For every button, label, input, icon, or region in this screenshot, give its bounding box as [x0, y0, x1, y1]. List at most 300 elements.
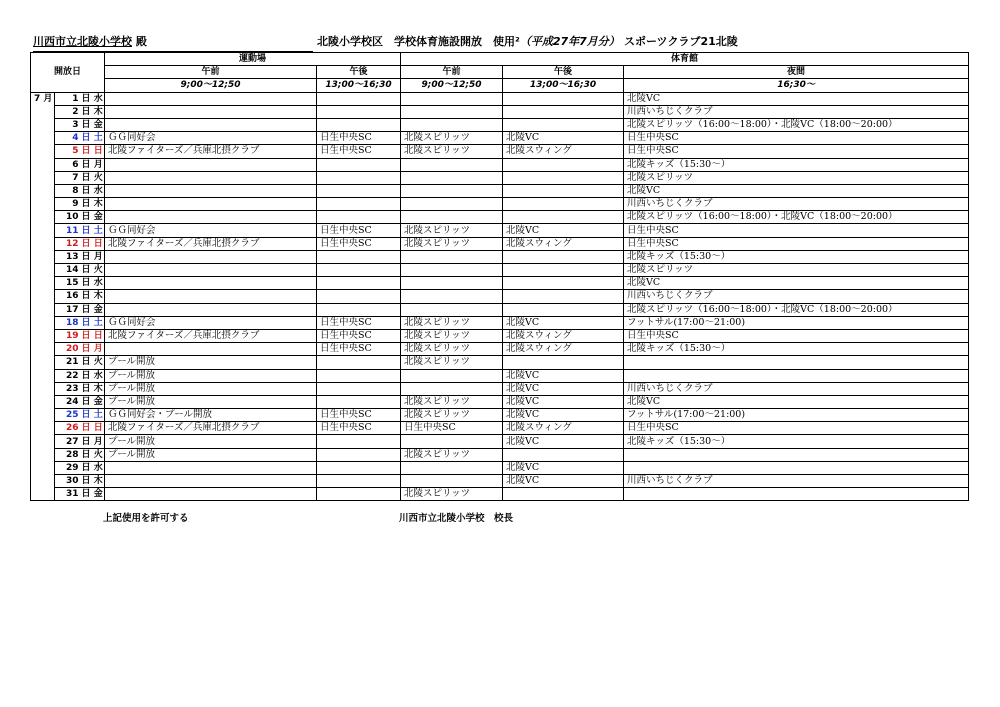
day-suffix: 日 [81, 212, 91, 223]
gym-am-cell [401, 158, 503, 171]
day-suffix: 日 [81, 304, 91, 315]
gym-am-header: 午前 [401, 66, 503, 79]
playground-am-cell: プール開放 [105, 369, 317, 382]
gym-pm-cell [503, 488, 624, 501]
month-label: 7 月 [31, 92, 55, 501]
playground-am-time: 9;00～12;50 [105, 79, 317, 92]
day-number: 13 [55, 250, 80, 263]
gym-am-cell [401, 435, 503, 448]
playground-am-cell [105, 211, 317, 224]
playground-am-cell [105, 343, 317, 356]
schedule-row [31, 171, 969, 184]
playground-pm-cell [317, 277, 401, 290]
day-suffix: 日 [81, 146, 91, 157]
gym-am-cell: 北陵スピリッツ [401, 132, 503, 145]
day-number: 27 [55, 435, 80, 448]
gym-night-cell: 北陵キッズ（15:30～） [624, 343, 969, 356]
day-number: 18 [55, 316, 80, 329]
gym-night-cell: 川西いちじくクラブ [624, 105, 969, 118]
schedule-row [31, 461, 969, 474]
weekday-label: 金 [93, 120, 103, 131]
gym-night-cell: 北陵スピリッツ [624, 264, 969, 277]
weekday-label: 日 [93, 238, 103, 249]
gym-pm-cell [503, 250, 624, 263]
schedule-row [31, 435, 969, 448]
gym-pm-cell: 北陵スウィング [503, 237, 624, 250]
playground-pm-cell [317, 211, 401, 224]
gym-pm-cell [503, 184, 624, 197]
gym-night-cell: 北陵スピリッツ（16:00～18:00）・北陵VC（18:00～20:00） [624, 211, 969, 224]
playground-pm-cell [317, 171, 401, 184]
weekday-label: 水 [93, 462, 103, 473]
playground-am-cell: ＧＧ同好会 [105, 316, 317, 329]
day-number: 14 [55, 264, 80, 277]
day-number: 4 [55, 132, 80, 145]
schedule-row [31, 356, 969, 369]
day-number: 24 [55, 395, 80, 408]
gym-pm-cell: 北陵VC [503, 409, 624, 422]
day-number: 10 [55, 211, 80, 224]
gym-night-cell: 北陵キッズ（15:30～） [624, 158, 969, 171]
gym-night-cell: 北陵キッズ（15:30～） [624, 250, 969, 263]
day-suffix: 日 [81, 370, 91, 381]
weekday-label: 月 [93, 251, 103, 262]
gym-am-cell [401, 92, 503, 105]
gym-pm-cell [503, 264, 624, 277]
gym-am-cell: 北陵スピリッツ [401, 224, 503, 237]
playground-pm-cell [317, 198, 401, 211]
gym-pm-cell: 北陵VC [503, 382, 624, 395]
gym-am-cell: 北陵スピリッツ [401, 316, 503, 329]
addressee-school: 川西市立北陵小学校 [33, 35, 132, 48]
addressee-line [33, 33, 313, 52]
document-purpose [317, 33, 620, 49]
gym-am-cell: 日生中央SC [401, 422, 503, 435]
weekday-label: 月 [93, 159, 103, 170]
weekday-label: 水 [93, 93, 103, 104]
gym-pm-time: 13;00～16;30 [503, 79, 624, 92]
day-suffix: 日 [81, 159, 91, 170]
gym-night-cell: 北陵キッズ（15:30～） [624, 435, 969, 448]
schedule-row [31, 369, 969, 382]
day-number: 6 [55, 158, 80, 171]
gym-pm-cell [503, 290, 624, 303]
weekday-label: 日 [93, 146, 103, 157]
playground-pm-cell: 日生中央SC [317, 422, 401, 435]
gym-am-cell [401, 118, 503, 131]
day-suffix: 日 [81, 93, 91, 104]
gym-night-cell: 北陵スピリッツ（16:00～18:00）・北陵VC（18:00～20:00） [624, 118, 969, 131]
playground-am-cell: ＧＧ同好会 [105, 132, 317, 145]
gym-pm-cell [503, 448, 624, 461]
gym-am-cell [401, 290, 503, 303]
schedule-row [31, 277, 969, 290]
principal-signature-line: 川西市立北陵小学校 校長 [399, 513, 514, 524]
gym-am-cell [401, 250, 503, 263]
schedule-row [31, 409, 969, 422]
gym-am-cell [401, 475, 503, 488]
weekday-label: 木 [93, 476, 103, 487]
era-period: （平成27年7月分） [519, 35, 620, 48]
weekday-label: 木 [93, 199, 103, 210]
playground-am-cell: プール開放 [105, 356, 317, 369]
weekday-label: 火 [93, 265, 103, 276]
gym-night-cell: 日生中央SC [624, 237, 969, 250]
gym-night-cell: フットサル(17:00～21:00) [624, 409, 969, 422]
weekday-label: 土 [93, 317, 103, 328]
gym-night-cell: 川西いちじくクラブ [624, 198, 969, 211]
gym-am-cell: 北陵スピリッツ [401, 329, 503, 342]
day-number: 25 [55, 409, 80, 422]
gym-night-cell: 北陵スピリッツ（16:00～18:00）・北陵VC（18:00～20:00） [624, 303, 969, 316]
day-suffix: 日 [81, 344, 91, 355]
playground-pm-cell [317, 382, 401, 395]
gym-night-cell: 川西いちじくクラブ [624, 382, 969, 395]
schedule-row [31, 448, 969, 461]
day-number: 30 [55, 475, 80, 488]
day-number: 23 [55, 382, 80, 395]
day-suffix: 日 [81, 199, 91, 210]
playground-am-cell [105, 171, 317, 184]
day-suffix: 日 [81, 238, 91, 249]
gym-pm-cell [503, 118, 624, 131]
playground-pm-cell: 日生中央SC [317, 145, 401, 158]
playground-header: 運動場 [105, 53, 401, 66]
playground-pm-time: 13;00～16;30 [317, 79, 401, 92]
schedule-row [31, 92, 969, 105]
day-number: 7 [55, 171, 80, 184]
playground-pm-cell [317, 461, 401, 474]
gym-am-cell: 北陵スピリッツ [401, 395, 503, 408]
gym-am-cell [401, 303, 503, 316]
playground-am-cell [105, 277, 317, 290]
playground-am-cell [105, 488, 317, 501]
day-number: 9 [55, 198, 80, 211]
gym-am-cell: 北陵スピリッツ [401, 145, 503, 158]
day-suffix: 日 [81, 225, 91, 236]
playground-pm-cell [317, 435, 401, 448]
day-suffix: 日 [81, 410, 91, 421]
day-number: 29 [55, 461, 80, 474]
gym-night-cell: 日生中央SC [624, 132, 969, 145]
gym-am-cell [401, 382, 503, 395]
gym-pm-cell: 北陵VC [503, 369, 624, 382]
gym-night-cell [624, 356, 969, 369]
gym-night-time: 16;30～ [624, 79, 969, 92]
gym-night-cell: 北陵VC [624, 395, 969, 408]
gym-pm-cell: 北陵VC [503, 475, 624, 488]
playground-pm-cell: 日生中央SC [317, 343, 401, 356]
gym-pm-cell [503, 158, 624, 171]
schedule-body [31, 92, 969, 501]
day-number: 5 [55, 145, 80, 158]
weekday-label: 土 [93, 133, 103, 144]
gym-am-cell [401, 461, 503, 474]
weekday-label: 月 [93, 436, 103, 447]
gym-pm-cell: 北陵VC [503, 224, 624, 237]
playground-pm-cell [317, 92, 401, 105]
playground-pm-cell [317, 448, 401, 461]
addressee-honorific: 殿 [135, 35, 147, 48]
schedule-row [31, 488, 969, 501]
schedule-row [31, 303, 969, 316]
schedule-row [31, 237, 969, 250]
gym-pm-cell [503, 356, 624, 369]
playground-pm-cell [317, 395, 401, 408]
schedule-row [31, 316, 969, 329]
gym-pm-cell: 北陵VC [503, 316, 624, 329]
weekday-label: 金 [93, 304, 103, 315]
playground-am-cell: プール開放 [105, 395, 317, 408]
playground-pm-cell [317, 290, 401, 303]
gym-am-cell: 北陵スピリッツ [401, 237, 503, 250]
day-suffix: 日 [81, 120, 91, 131]
playground-am-cell [105, 290, 317, 303]
day-number: 11 [55, 224, 80, 237]
day-number: 3 [55, 118, 80, 131]
playground-am-cell: ＧＧ同好会・プール開放 [105, 409, 317, 422]
playground-pm-cell [317, 105, 401, 118]
gym-pm-cell [503, 277, 624, 290]
playground-am-cell [105, 303, 317, 316]
header-row-period [31, 66, 969, 79]
club-name: スポーツクラブ21北陵 [624, 35, 738, 48]
gym-night-cell: 川西いちじくクラブ [624, 290, 969, 303]
playground-am-cell [105, 198, 317, 211]
day-suffix: 日 [81, 133, 91, 144]
playground-am-header: 午前 [105, 66, 317, 79]
gym-pm-cell [503, 171, 624, 184]
day-number: 19 [55, 329, 80, 342]
schedule-row [31, 118, 969, 131]
gym-night-cell [624, 448, 969, 461]
playground-am-cell [105, 461, 317, 474]
day-number: 2 [55, 105, 80, 118]
playground-pm-cell [317, 158, 401, 171]
header-row-facility [31, 53, 969, 66]
gym-am-cell [401, 264, 503, 277]
weekday-label: 火 [93, 357, 103, 368]
weekday-label: 木 [93, 291, 103, 302]
gym-am-cell [401, 171, 503, 184]
gym-pm-cell: 北陵VC [503, 395, 624, 408]
open-day-header: 開放日 [31, 53, 105, 93]
gym-night-cell: 日生中央SC [624, 422, 969, 435]
gym-night-cell: 川西いちじくクラブ [624, 475, 969, 488]
gym-am-cell [401, 105, 503, 118]
day-number: 28 [55, 448, 80, 461]
purpose-text: 北陵小学校区 学校体育施設開放 使用² [317, 35, 520, 48]
schedule-row [31, 132, 969, 145]
header-row-time [31, 79, 969, 92]
gym-night-cell [624, 369, 969, 382]
playground-pm-cell: 日生中央SC [317, 329, 401, 342]
day-suffix: 日 [81, 251, 91, 262]
gym-night-cell: 北陵スピリッツ [624, 171, 969, 184]
gym-night-cell: 日生中央SC [624, 329, 969, 342]
day-number: 26 [55, 422, 80, 435]
playground-am-cell: ＧＧ同好会 [105, 224, 317, 237]
playground-pm-cell: 日生中央SC [317, 224, 401, 237]
weekday-label: 金 [93, 489, 103, 500]
gym-night-cell: 北陵VC [624, 277, 969, 290]
playground-pm-cell: 日生中央SC [317, 409, 401, 422]
day-number: 20 [55, 343, 80, 356]
gym-am-cell: 北陵スピリッツ [401, 356, 503, 369]
playground-am-cell: 北陵ファイターズ／兵庫北摂クラブ [105, 329, 317, 342]
day-number: 31 [55, 488, 80, 501]
schedule-row [31, 211, 969, 224]
gym-night-cell: 北陵VC [624, 92, 969, 105]
day-suffix: 日 [81, 489, 91, 500]
day-suffix: 日 [81, 317, 91, 328]
schedule-row [31, 382, 969, 395]
playground-pm-cell [317, 264, 401, 277]
gym-night-header: 夜間 [624, 66, 969, 79]
gym-am-cell [401, 198, 503, 211]
schedule-row [31, 422, 969, 435]
day-number: 16 [55, 290, 80, 303]
permit-statement: 上記使用を許可する [103, 513, 189, 524]
weekday-label: 日 [93, 331, 103, 342]
day-number: 17 [55, 303, 80, 316]
playground-am-cell [105, 118, 317, 131]
gym-night-cell: フットサル(17:00～21:00) [624, 316, 969, 329]
playground-am-cell [105, 105, 317, 118]
playground-am-cell: プール開放 [105, 448, 317, 461]
playground-pm-cell [317, 303, 401, 316]
gym-pm-cell [503, 92, 624, 105]
playground-pm-cell: 日生中央SC [317, 316, 401, 329]
playground-am-cell [105, 158, 317, 171]
gym-night-cell [624, 488, 969, 501]
gym-am-cell: 北陵スピリッツ [401, 343, 503, 356]
gym-pm-cell [503, 303, 624, 316]
weekday-label: 火 [93, 449, 103, 460]
day-suffix: 日 [81, 106, 91, 117]
playground-pm-cell [317, 184, 401, 197]
playground-am-cell: 北陵ファイターズ／兵庫北摂クラブ [105, 145, 317, 158]
schedule-row [31, 475, 969, 488]
playground-pm-cell [317, 356, 401, 369]
playground-am-cell [105, 250, 317, 263]
playground-pm-cell [317, 369, 401, 382]
gym-night-cell: 日生中央SC [624, 145, 969, 158]
gym-night-cell [624, 461, 969, 474]
weekday-label: 月 [93, 344, 103, 355]
schedule-row [31, 224, 969, 237]
day-number: 21 [55, 356, 80, 369]
weekday-label: 土 [93, 225, 103, 236]
playground-pm-cell [317, 118, 401, 131]
schedule-table [30, 52, 969, 501]
schedule-row [31, 198, 969, 211]
gym-pm-cell: 北陵スウィング [503, 422, 624, 435]
day-suffix: 日 [81, 383, 91, 394]
gym-pm-cell: 北陵スウィング [503, 343, 624, 356]
gym-pm-cell [503, 105, 624, 118]
day-suffix: 日 [81, 331, 91, 342]
day-suffix: 日 [81, 436, 91, 447]
schedule-row [31, 105, 969, 118]
schedule-row [31, 343, 969, 356]
playground-am-cell [105, 184, 317, 197]
schedule-row [31, 329, 969, 342]
gym-night-cell: 北陵VC [624, 184, 969, 197]
playground-am-cell [105, 264, 317, 277]
schedule-row [31, 145, 969, 158]
gym-pm-cell: 北陵VC [503, 132, 624, 145]
day-suffix: 日 [81, 462, 91, 473]
gym-am-cell [401, 369, 503, 382]
playground-pm-cell: 日生中央SC [317, 132, 401, 145]
gym-am-cell [401, 211, 503, 224]
playground-am-cell: プール開放 [105, 382, 317, 395]
gym-am-cell: 北陵スピリッツ [401, 448, 503, 461]
schedule-row [31, 395, 969, 408]
day-number: 1 [55, 92, 80, 105]
day-suffix: 日 [81, 476, 91, 487]
weekday-label: 木 [93, 106, 103, 117]
day-suffix: 日 [81, 172, 91, 183]
gym-am-cell [401, 184, 503, 197]
gym-pm-cell [503, 211, 624, 224]
gym-am-cell: 北陵スピリッツ [401, 409, 503, 422]
day-suffix: 日 [81, 396, 91, 407]
weekday-label: 土 [93, 410, 103, 421]
weekday-label: 水 [93, 185, 103, 196]
day-number: 8 [55, 184, 80, 197]
gym-pm-cell [503, 198, 624, 211]
gym-pm-cell: 北陵スウィング [503, 145, 624, 158]
playground-am-cell [105, 92, 317, 105]
weekday-label: 水 [93, 370, 103, 381]
weekday-label: 火 [93, 172, 103, 183]
day-suffix: 日 [81, 423, 91, 434]
playground-am-cell [105, 475, 317, 488]
playground-pm-header: 午後 [317, 66, 401, 79]
gym-pm-header: 午後 [503, 66, 624, 79]
day-suffix: 日 [81, 278, 91, 289]
schedule-row [31, 264, 969, 277]
gym-am-cell: 北陵スピリッツ [401, 488, 503, 501]
playground-am-cell: 北陵ファイターズ／兵庫北摂クラブ [105, 422, 317, 435]
gym-am-cell [401, 277, 503, 290]
gym-pm-cell: 北陵VC [503, 461, 624, 474]
weekday-label: 木 [93, 383, 103, 394]
gym-night-cell: 日生中央SC [624, 224, 969, 237]
day-number: 15 [55, 277, 80, 290]
weekday-label: 金 [93, 212, 103, 223]
day-suffix: 日 [81, 185, 91, 196]
schedule-row [31, 290, 969, 303]
playground-am-cell: 北陵ファイターズ／兵庫北摂クラブ [105, 237, 317, 250]
day-number: 12 [55, 237, 80, 250]
schedule-row [31, 184, 969, 197]
weekday-label: 金 [93, 396, 103, 407]
playground-pm-cell: 日生中央SC [317, 237, 401, 250]
day-suffix: 日 [81, 265, 91, 276]
weekday-label: 水 [93, 278, 103, 289]
schedule-row [31, 158, 969, 171]
gym-pm-cell: 北陵VC [503, 435, 624, 448]
schedule-row [31, 250, 969, 263]
gym-pm-cell: 北陵スウィング [503, 329, 624, 342]
gym-am-time: 9;00～12;50 [401, 79, 503, 92]
playground-pm-cell [317, 250, 401, 263]
weekday-label: 日 [93, 423, 103, 434]
gym-header: 体育館 [401, 53, 969, 66]
